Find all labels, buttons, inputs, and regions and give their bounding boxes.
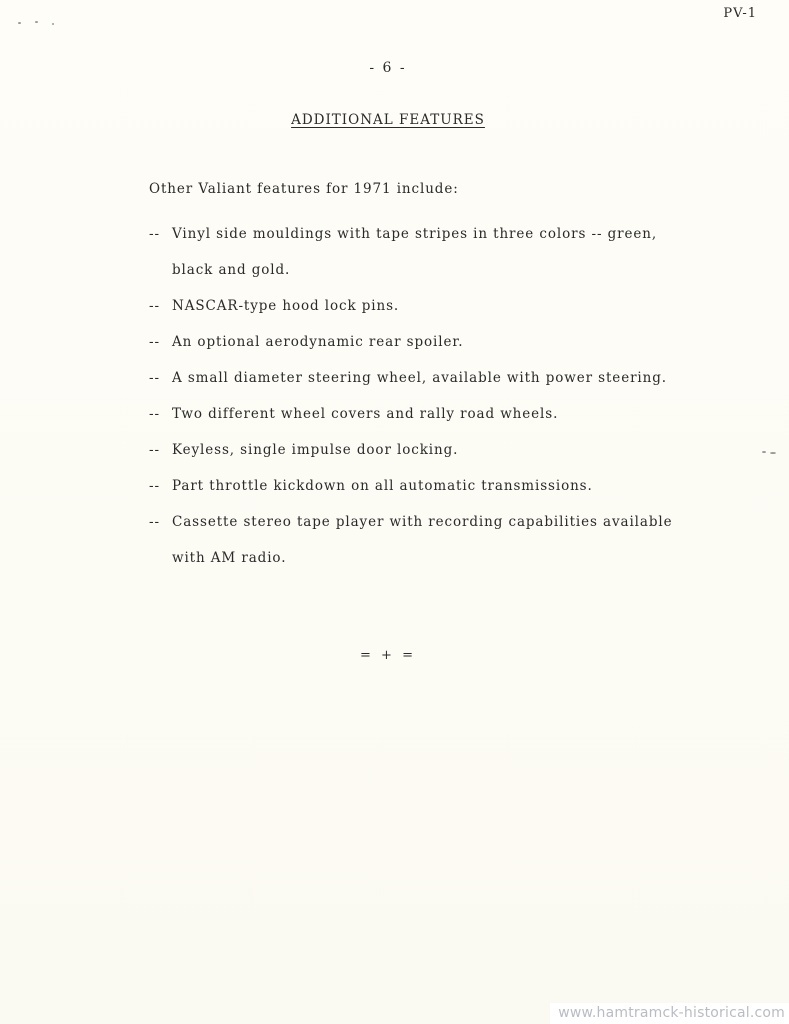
feature-text: Cassette stereo tape player with recording capabilities available bbox=[172, 514, 673, 530]
feature-text: Part throttle kickdown on all automatic transmissions. bbox=[172, 478, 593, 494]
feature-text: black and gold. bbox=[172, 262, 291, 278]
paper-speck bbox=[18, 22, 21, 24]
dash-marker: -- bbox=[149, 334, 160, 350]
page-number: - 6 - bbox=[369, 60, 407, 76]
dash-marker: -- bbox=[149, 370, 160, 386]
feature-text: with AM radio. bbox=[172, 550, 287, 566]
dash-marker: -- bbox=[149, 226, 160, 242]
paper-speck bbox=[52, 23, 54, 25]
feature-text: Keyless, single impulse door locking. bbox=[172, 442, 459, 458]
dash-marker: -- bbox=[149, 406, 160, 422]
end-mark: = + = bbox=[360, 648, 416, 663]
feature-item bbox=[149, 468, 729, 504]
feature-text: A small diameter steering wheel, available with power steering. bbox=[172, 370, 667, 386]
feature-item bbox=[149, 324, 729, 360]
dash-marker: -- bbox=[149, 478, 160, 494]
dash-marker: -- bbox=[149, 298, 160, 314]
paper-speck bbox=[762, 451, 766, 453]
dash-marker: -- bbox=[149, 514, 160, 530]
feature-item bbox=[149, 504, 729, 576]
dash-marker: -- bbox=[149, 442, 160, 458]
feature-text: Two different wheel covers and rally road wheels. bbox=[172, 406, 559, 422]
document-code: PV-1 bbox=[723, 6, 757, 21]
feature-item bbox=[149, 216, 729, 288]
watermark: www.hamtramck-historical.com bbox=[550, 1003, 789, 1024]
features-list bbox=[149, 216, 729, 576]
intro-text: Other Valiant features for 1971 include: bbox=[149, 181, 459, 197]
feature-text: NASCAR-type hood lock pins. bbox=[172, 298, 400, 314]
feature-text: Vinyl side mouldings with tape stripes in three colors -- green, bbox=[172, 226, 658, 242]
feature-item bbox=[149, 360, 729, 396]
feature-item bbox=[149, 432, 729, 468]
feature-item bbox=[149, 396, 729, 432]
feature-text: An optional aerodynamic rear spoiler. bbox=[172, 334, 464, 350]
paper-speck bbox=[35, 21, 38, 23]
feature-item bbox=[149, 288, 729, 324]
paper-speck bbox=[770, 452, 776, 454]
page-title: ADDITIONAL FEATURES bbox=[291, 112, 485, 128]
